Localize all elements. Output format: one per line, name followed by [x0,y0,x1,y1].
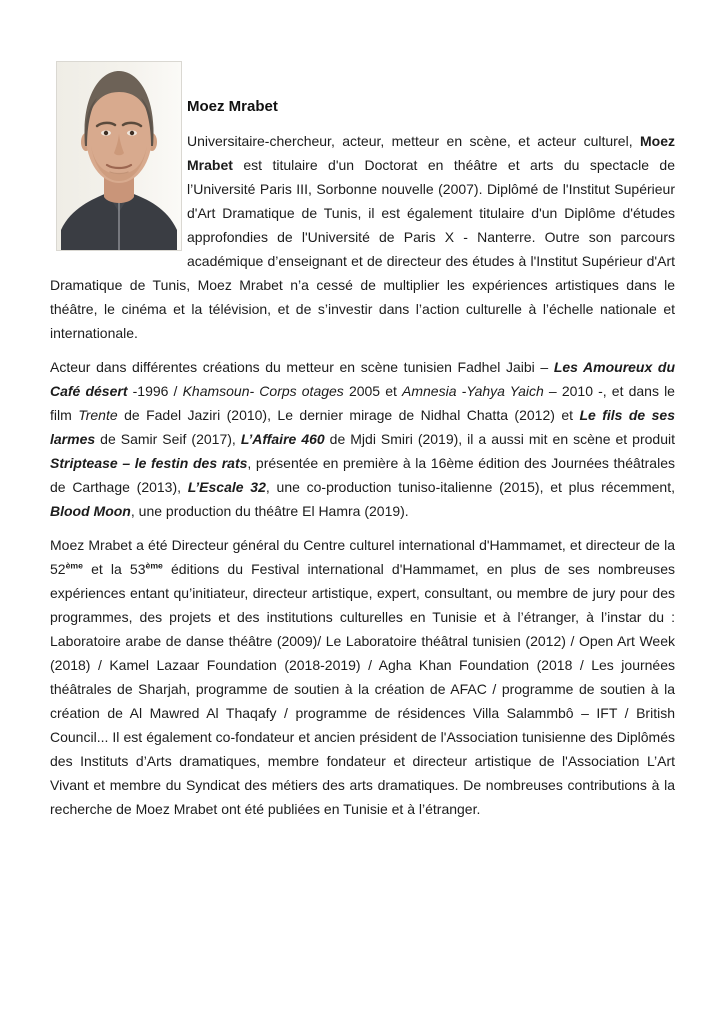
bio-name: Moez Mrabet [187,98,278,115]
portrait-photo [57,62,181,250]
bio-paragraph-intro: Universitaire-chercheur, acteur, metteur en scène, et acteur culturel, Moez Mrabet est titulaire d'un Doctorat en théâtre et arts du spectacle de l’Université Paris III, Sorbonne nouvelle (2007). Diplômé de l'Institut Supérieur d'Art Dramatique de Tunis, il est également titulaire d'un Diplôme d'études approfondies de l'Université de Paris X - Nanterre. Outre son parcours académique d’enseignant et de directeur des études à l'Institut Supérieur d'Art Dramatique de Tunis, Moez Mrabet n’a cessé de multiplier les expériences artistiques dans le théâtre, le cinéma et la télévision, et de s’investir dans l’action culturelle à l’échelle nationale et internationale. [50,133,675,341]
portrait-photo-illustration [57,62,181,250]
bio-paragraph-carriere: Moez Mrabet a été Directeur général du Centre culturel international d'Hammamet, et directeur de la 52ème et la 53ème éditions du Festival international d'Hammamet, en plus de ses nombreuses expériences entant qu’initiateur, directeur artistique, expert, consultant, ou membre de jury pour des programmes, des projets et des institutions culturelles en Tunisie et à l’étranger, à l’instar du : Laboratoire arabe de danse théâtre (2009)/ Le Laboratoire théâtral tunisien (2012) / Open Art Week (2018) / Kamel Lazaar Foundation (2018-2019) / Agha Khan Foundation (2018 / Les journées théâtrales de Sharjah, programme de soutien à la création de AFAC / programme de soutien à la création de Al Mawred Al Thaqafy / programme de résidences Villa Salammbô – IFT / British Council... Il est également co-fondateur et ancien président de l'Association tunisienne des Diplômés des Instituts d’Arts dramatiques, membre fondateur et directeur artistique de l'Association L’Art Vivant et membre du Syndicat des métiers des arts dramatiques. De nombreuses contributions à la recherche de Moez Mrabet ont été publiées en Tunisie et à l’étranger. [50,537,675,817]
bio-paragraph-acteur: Acteur dans différentes créations du metteur en scène tunisien Fadhel Jaibi – Les Amoureux du Café désert -1996 / Khamsoun- Corps otages 2005 et Amnesia -Yahya Yaich – 2010 -, et dans le film Trente de Fadel Jaziri (2010), Le dernier mirage de Nidhal Chatta (2012) et Le fils de ses larmes de Samir Seif (2017), L’Affaire 460 de Mjdi Smiri (2019), il a aussi mit en scène et produit Striptease – le festin des rats, présentée en première à la 16ème édition des Journées théâtrales de Carthage (2013), L’Escale 32, une co-production tuniso-italienne (2015), et plus récemment, Blood Moon, une production du théâtre El Hamra (2019). [50,359,675,519]
